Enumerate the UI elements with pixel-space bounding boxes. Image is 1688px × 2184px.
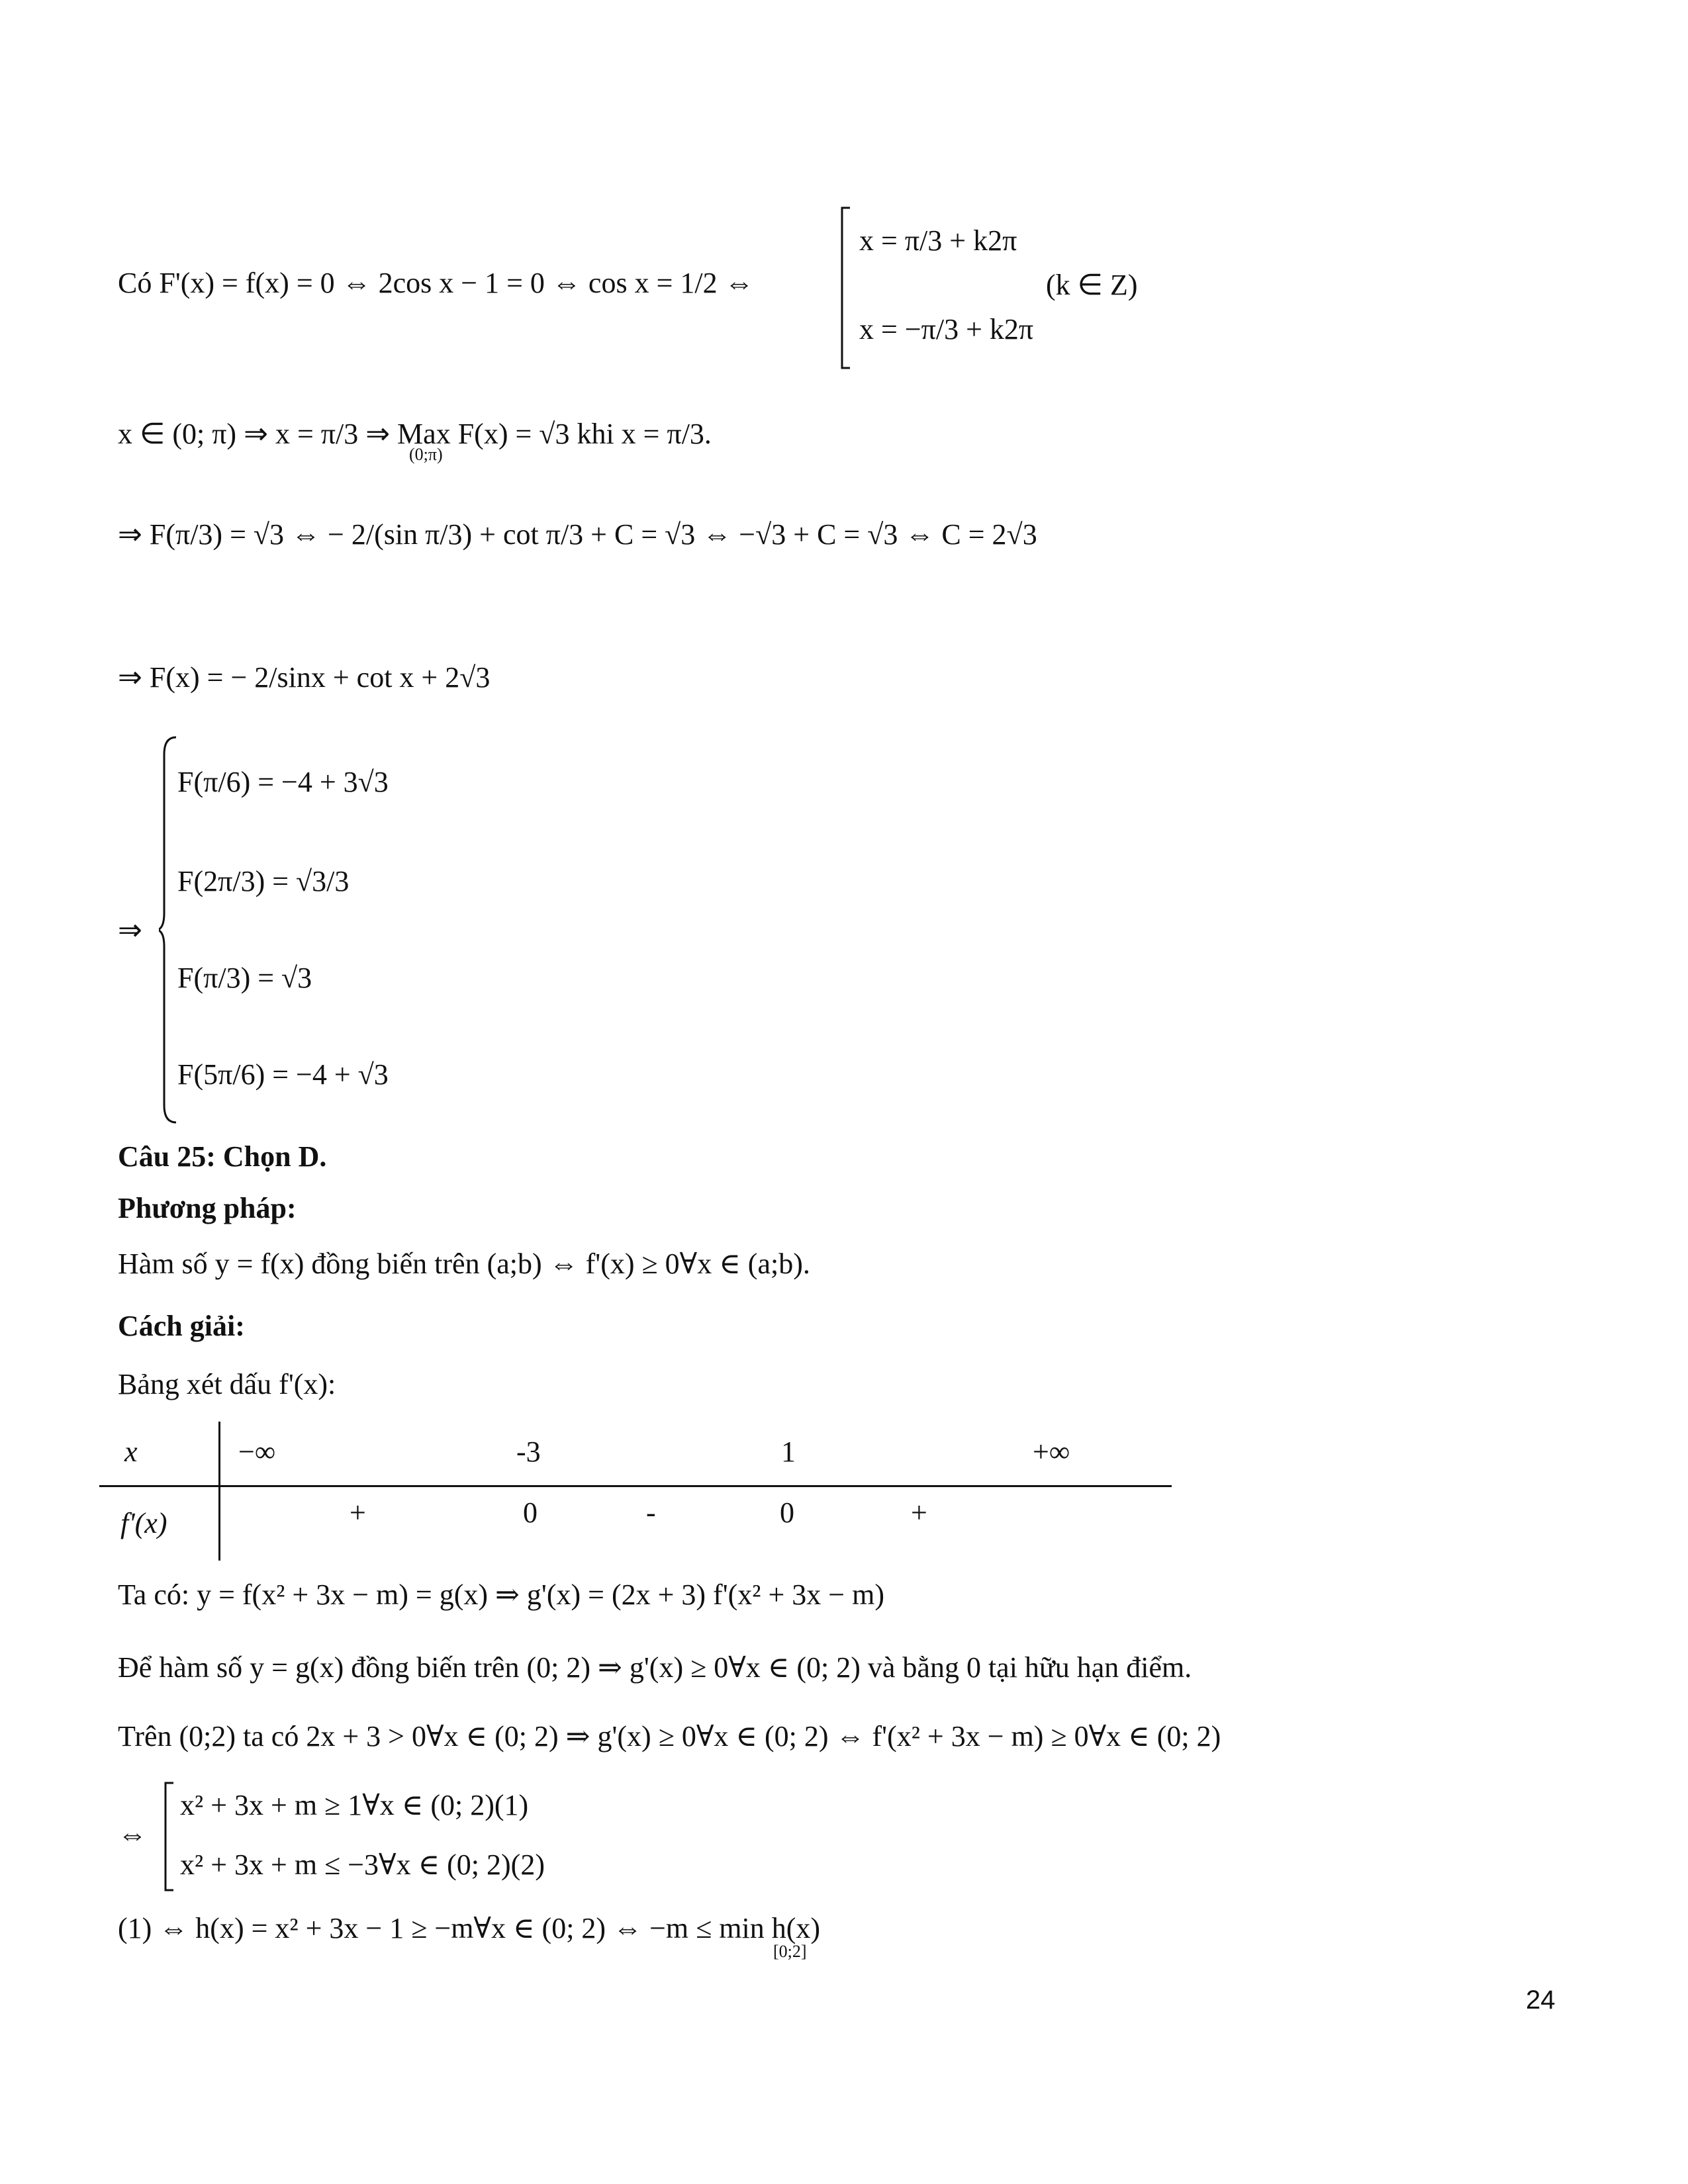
case-bracket-2 xyxy=(163,1780,176,1893)
max-subscript: (0;π) xyxy=(409,445,443,464)
x-value-pos-inf: +∞ xyxy=(1033,1435,1070,1468)
system-eq-2: F(2π/3) = √3/3 xyxy=(177,865,350,897)
method-text: Hàm số y = f(x) đồng biến trên (a;b) ⇔ f'(x) ≥ 0∀x ∈ (a;b). xyxy=(118,1248,810,1280)
system-arrow: ⇒ xyxy=(118,914,142,946)
after-line-5: (1) ⇔ h(x) = x² + 3x − 1 ≥ −m∀x ∈ (0; 2) ⇔ −m ≤ min h(x) xyxy=(118,1912,821,1944)
x-value-1: 1 xyxy=(781,1435,796,1468)
page-number: 24 xyxy=(1526,1985,1556,2015)
k-in-z: (k ∈ Z) xyxy=(1046,269,1138,301)
fprime-label: f'(x) xyxy=(120,1507,167,1539)
after-line-4-case-2: x² + 3x + m ≤ −3∀x ∈ (0; 2)(2) xyxy=(180,1848,545,1881)
sign-3: - xyxy=(646,1496,656,1529)
system-brace xyxy=(159,735,179,1125)
table-intro: Bảng xét dấu f'(x): xyxy=(118,1368,336,1400)
x-label: x xyxy=(124,1435,138,1468)
x-value-neg-inf: −∞ xyxy=(238,1435,276,1468)
sign-4: 0 xyxy=(780,1496,794,1529)
equation-line-4: ⇒ F(x) = − 2/sinx + cot x + 2√3 xyxy=(118,661,491,694)
system-eq-3: F(π/3) = √3 xyxy=(177,962,312,994)
sign-5: + xyxy=(911,1496,927,1529)
table-horizontal-divider xyxy=(99,1485,1172,1487)
case-2: x = −π/3 + k2π xyxy=(859,313,1034,345)
after-line-2: Để hàm số y = g(x) đồng biến trên (0; 2) ⇒ g'(x) ≥ 0∀x ∈ (0; 2) và bằng 0 tại hữu hạn điểm. xyxy=(118,1651,1192,1684)
question-title: Câu 25: Chọn D. xyxy=(118,1140,327,1173)
after-line-4-case-1: x² + 3x + m ≥ 1∀x ∈ (0; 2)(1) xyxy=(180,1789,529,1821)
after-line-1: Ta có: y = f(x² + 3x − m) = g(x) ⇒ g'(x) = (2x + 3) f'(x² + 3x − m) xyxy=(118,1578,884,1611)
case-1: x = π/3 + k2π xyxy=(859,224,1017,257)
system-eq-1: F(π/6) = −4 + 3√3 xyxy=(177,766,389,798)
sign-1: + xyxy=(350,1496,366,1529)
x-value-neg3: -3 xyxy=(516,1435,541,1468)
after-line-4-arrow: ⇔ xyxy=(118,1818,147,1850)
equation-line-3: ⇒ F(π/3) = √3 ⇔ − 2/(sin π/3) + cot π/3 + C = √3 ⇔ −√3 + C = √3 ⇔ C = 2√3 xyxy=(118,518,1037,551)
equation-line-2: x ∈ (0; π) ⇒ x = π/3 ⇒ Max F(x) = √3 khi x = π/3. xyxy=(118,418,712,450)
system-eq-4: F(5π/6) = −4 + √3 xyxy=(177,1058,389,1091)
method-heading: Phương pháp: xyxy=(118,1192,297,1224)
min-subscript: [0;2] xyxy=(773,1942,807,1961)
equation-line-1: Có F'(x) = f(x) = 0 ⇔ 2cos x − 1 = 0 ⇔ cos x = 1/2 ⇔ xyxy=(118,267,754,299)
sign-table xyxy=(99,1422,1185,1564)
sign-2: 0 xyxy=(523,1496,538,1529)
solution-heading: Cách giải: xyxy=(118,1310,245,1342)
after-line-3: Trên (0;2) ta có 2x + 3 > 0∀x ∈ (0; 2) ⇒ g'(x) ≥ 0∀x ∈ (0; 2) ⇔ f'(x² + 3x − m) ≥ 0∀x ∈ (0; 2) xyxy=(118,1720,1221,1752)
case-bracket-1 xyxy=(839,205,853,371)
table-vertical-divider xyxy=(218,1422,220,1561)
